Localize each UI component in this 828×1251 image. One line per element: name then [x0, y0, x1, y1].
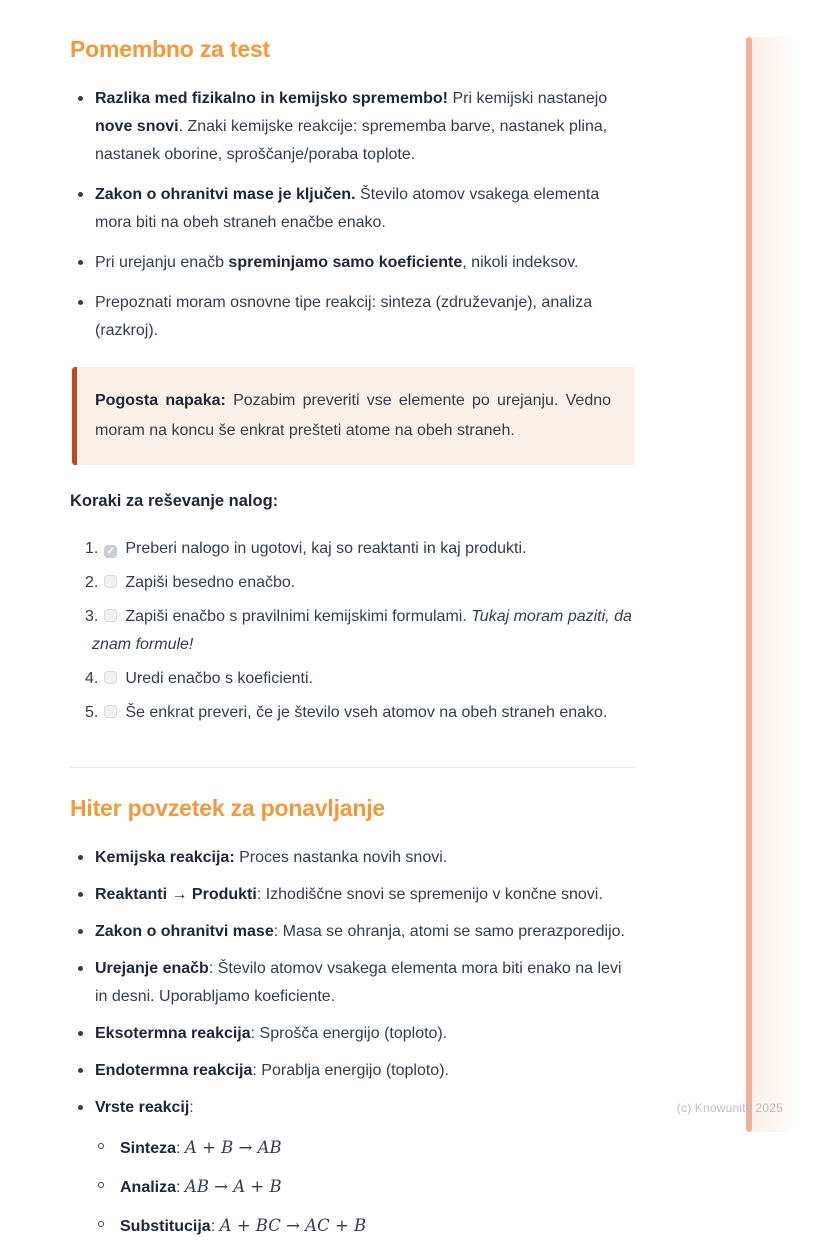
list-item [70, 1020, 636, 1048]
bullet-icon [78, 1031, 83, 1036]
list-item [70, 1057, 636, 1085]
list-item-text: Kemijska reakcija: Proces nastanka novih snovi. [95, 849, 448, 866]
reaction-types-list [98, 1134, 636, 1241]
steps-list [70, 535, 636, 727]
circle-bullet-icon [98, 1221, 104, 1227]
list-item [70, 844, 636, 872]
list-item-text: Analiza: AB → A + B [120, 1177, 282, 1196]
step-text: Preberi nalogo in ugotovi, kaj so reaktanti in kaj produkti. [125, 540, 527, 557]
list-item-text: Vrste reakcij: [95, 1099, 194, 1116]
list-item [98, 1212, 636, 1241]
bullet-icon [78, 855, 83, 860]
important-points-list [70, 85, 636, 345]
summary-list [70, 844, 636, 1241]
list-item [70, 289, 636, 345]
check-icon: ✓ [106, 546, 116, 557]
step-text: Zapiši enačbo s pravilnimi kemijskimi formulami. Tukaj moram paziti, da znam formule! [92, 608, 632, 653]
copyright-footer: (c) Knowunity 2025 [676, 1101, 783, 1115]
step-item [85, 665, 636, 693]
step-item [85, 603, 636, 659]
list-item-text: Zakon o ohranitvi mase je ključen. Število atomov vsakega elementa mora biti na obeh straneh enačbe enako. [95, 186, 600, 231]
list-item [70, 85, 636, 169]
list-item [70, 955, 636, 1011]
step-text: Uredi enačbo s koeficienti. [125, 670, 313, 687]
bullet-icon [78, 892, 83, 897]
heading-pomembno-za-test: Pomembno za test [70, 36, 271, 62]
step-item [85, 569, 636, 597]
list-item [98, 1173, 636, 1202]
bullet-icon [78, 300, 83, 305]
list-item-text: Urejanje enačb: Število atomov vsakega elementa mora biti enako na levi in desni. Uporabljamo koeficiente. [95, 960, 622, 1005]
circle-bullet-icon [98, 1182, 104, 1188]
list-item [70, 1094, 636, 1241]
section-divider [70, 767, 635, 768]
bullet-icon [78, 192, 83, 197]
step-number: 4. [85, 670, 99, 687]
bullet-icon [78, 1068, 83, 1073]
step-checkbox[interactable] [104, 671, 117, 684]
list-item-text: Eksotermna reakcija: Sprošča energijo (toploto). [95, 1025, 448, 1042]
list-item [70, 881, 636, 909]
bullet-icon [78, 966, 83, 971]
bullet-icon [78, 96, 83, 101]
step-checkbox[interactable] [104, 575, 117, 588]
list-item-text: Razlika med fizikalno in kemijsko spremembo! Pri kemijski nastanejo nove snovi. Znaki kemijske reakcije: sprememba barve, nastanek plina, nastanek oborine, sproščanje/poraba toplote. [95, 90, 608, 163]
circle-bullet-icon [98, 1143, 104, 1149]
step-checkbox[interactable] [104, 609, 117, 622]
document-page [70, 36, 636, 1251]
list-item [98, 1134, 636, 1163]
list-item-text: Reaktanti → Produkti: Izhodiščne snovi se spremenijo v končne snovi. [95, 886, 603, 903]
side-accent-panel [749, 37, 795, 1132]
bullet-icon [78, 260, 83, 265]
step-checkbox[interactable] [104, 705, 117, 718]
step-number: 1. [85, 540, 99, 557]
step-item [85, 699, 636, 727]
heading-hiter-povzetek: Hiter povzetek za ponavljanje [70, 795, 386, 821]
bullet-icon [78, 929, 83, 934]
list-item-text: Zakon o ohranitvi mase: Masa se ohranja, atomi se samo prerazporedijo. [95, 923, 625, 940]
side-accent-bar [746, 37, 752, 1132]
step-item [85, 535, 636, 563]
list-item [70, 249, 636, 277]
list-item-text: Pri urejanju enačb spreminjamo samo koeficiente, nikoli indeksov. [95, 254, 579, 271]
step-text: Zapiši besedno enačbo. [125, 574, 296, 591]
callout-text: Pogosta napaka: Pozabim preveriti vse elemente po urejanju. Vedno moram na koncu še enkrat prešteti atome na obeh straneh. [95, 392, 612, 439]
list-item-text: Sinteza: A + B → AB [120, 1138, 282, 1157]
steps-heading: Koraki za reševanje nalog: [70, 492, 279, 510]
step-number: 2. [85, 574, 99, 591]
list-item-text: Endotermna reakcija: Porablja energijo (toploto). [95, 1062, 449, 1079]
list-item [70, 181, 636, 237]
step-text: Še enkrat preveri, če je število vseh atomov na obeh straneh enako. [125, 704, 608, 721]
step-checkbox[interactable] [104, 545, 117, 558]
list-item-text: Prepoznati moram osnovne tipe reakcij: sinteza (združevanje), analiza (razkroj). [95, 294, 593, 339]
step-number: 5. [85, 704, 99, 721]
step-number: 3. [85, 608, 99, 625]
list-item-text: Substitucija: A + BC → AC + B [120, 1216, 367, 1235]
list-item [70, 918, 636, 946]
warning-callout [72, 367, 635, 465]
